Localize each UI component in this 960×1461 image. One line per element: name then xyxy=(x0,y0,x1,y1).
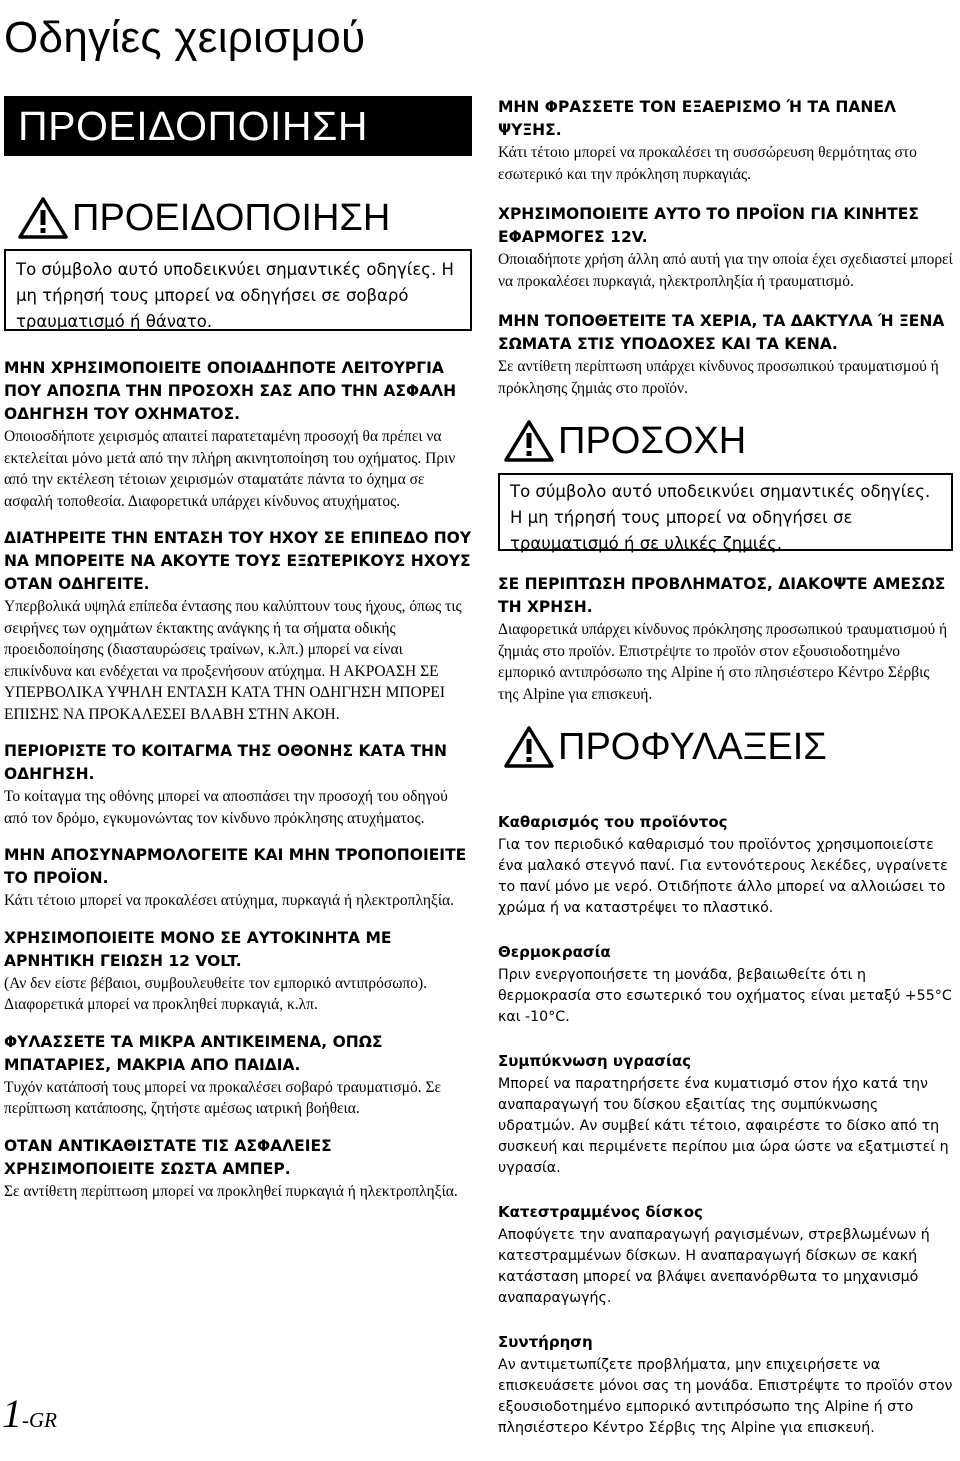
precaution-heading: Συντήρηση xyxy=(498,1333,593,1351)
section-problem xyxy=(498,573,953,705)
section-body: Σε αντίθετη περίπτωση μπορεί να προκληθεί πυρκαγιά ή ηλεκτροπληξία. xyxy=(4,1182,458,1200)
section-hands xyxy=(498,310,953,399)
precautions xyxy=(498,725,953,1439)
precaution-condensation xyxy=(498,1050,953,1179)
precaution-body: Αν αντιμετωπίζετε προβλήματα, μην επιχειρήσετε να επισκευάσετε μόνοι σας τη μονάδα. Επιστρέψτε το προϊόν στον εξουσιοδοτημένο εμπορικό αντιπρόσωπο της Alpine ή στο πλησιέστερο Κέντρο Σέρβις της Alpine για επισκευή. xyxy=(498,1357,953,1436)
section-heading: ΜΗΝ ΑΠΟΣΥΝΑΡΜΟΛΟΓΕΙΤΕ ΚΑΙ ΜΗΝ ΤΡΟΠΟΠΟΙΕΙΤΕ ΤΟ ΠΡΟΪΟΝ. xyxy=(4,846,467,887)
section-heading: ΧΡΗΣΙΜΟΠΟΙΕΙΤΕ ΜΟΝΟ ΣΕ ΑΥΤΟΚΙΝΗΤΑ ΜΕ ΑΡΝΗΤΙΚΗ ΓΕΙΩΣΗ 12 VOLT. xyxy=(4,928,392,970)
section-small-objects xyxy=(4,1031,472,1120)
section-body: Οποιαδήποτε χρήση άλλη από αυτή για την οποία έχει σχεδιαστεί μπορεί να προκαλέσει πυρκαγιά, ηλεκτροπληξία ή τραυματισμό. xyxy=(498,251,953,290)
caution-text: Το σύμβολο αυτό υποδεικνύει σημαντικές οδηγίες. Η μη τήρησή τους μπορεί να οδηγήσει σε τραυματισμό ή σε υλικές ζημιές. xyxy=(510,482,931,553)
precaution-heading: Κατεστραμμένος δίσκος xyxy=(498,1203,703,1221)
section-mobile-12v xyxy=(498,203,953,292)
warning-header xyxy=(18,196,472,240)
section-fuses xyxy=(4,1135,472,1203)
warning-box xyxy=(4,249,472,331)
section-body: Σε αντίθετη περίπτωση υπάρχει κίνδυνος προσωπικού τραυματισμού ή πρόκλησης ζημιάς στο προϊόν. xyxy=(498,358,939,397)
section-body: Κάτι τέτοιο μπορεί να προκαλέσει ατύχημα, πυρκαγιά ή ηλεκτροπληξία. xyxy=(4,892,454,909)
warning-triangle-icon xyxy=(504,419,554,463)
caution-notice xyxy=(498,419,953,551)
section-12v xyxy=(4,927,472,1016)
precautions-header xyxy=(504,725,953,769)
section-heading: ΜΗΝ ΦΡΑΣΣΕΤΕ ΤΟΝ ΕΞΑΕΡΙΣΜΟ Ή ΤΑ ΠΑΝΕΛ ΨΥΞΗΣ. xyxy=(498,98,896,139)
section-distraction xyxy=(4,357,472,512)
page-number xyxy=(2,1390,57,1437)
section-body: Διαφορετικά υπάρχει κίνδυνος πρόκλησης προσωπικού τραυματισμού ή ζημιάς στο προϊόν. Επιστρέψτε το προϊόν στον εξουσιοδοτημένο εμπορικό αντιπρόσωπο της Alpine ή στο πλησιέστερο Κέντρο Σέρβις της Alpine για επισκευή. xyxy=(498,621,948,703)
caution-header xyxy=(504,419,953,463)
precaution-body: Αποφύγετε την αναπαραγωγή ραγισμένων, στρεβλωμένων ή κατεστραμμένων δίσκων. Η αναπαραγωγή δίσκων σε κακή κατάσταση μπορεί να βλάψει ανεπανόρθωτα το μηχανισμό αναπαραγωγής. xyxy=(498,1227,930,1306)
section-disassemble xyxy=(4,844,472,912)
section-heading: ΠΕΡΙΟΡΙΣΤΕ ΤΟ ΚΟΙΤΑΓΜΑ ΤΗΣ ΟΘΟΝΗΣ ΚΑΤΑ ΤΗΝ ΟΔΗΓΗΣΗ. xyxy=(4,742,447,783)
warning-triangle-icon xyxy=(504,725,554,769)
caution-box xyxy=(498,473,953,551)
warning-title: ΠΡΟΕΙΔΟΠΟΙΗΣΗ xyxy=(72,197,391,239)
precaution-body: Για τον περιοδικό καθαρισμό του προϊόντος χρησιμοποιείστε ένα μαλακό στεγνό πανί. Για εντονότερους λεκέδες, υγραίνετε το πανί μόνο με νερό. Οτιδήποτε άλλο μπορεί να αλλοιώσει το χρώμα ή να καταστρέψει το πλαστικό. xyxy=(498,837,948,916)
section-heading: ΧΡΗΣΙΜΟΠΟΙΕΙΤΕ ΑΥΤΟ ΤΟ ΠΡΟΪΟΝ ΓΙΑ ΚΙΝΗΤΕΣ ΕΦΑΡΜΟΓΕΣ 12V. xyxy=(498,205,919,246)
precaution-damaged-disc xyxy=(498,1201,953,1309)
page-number-value: 1 xyxy=(2,1391,22,1436)
precaution-cleaning xyxy=(498,811,953,919)
page-title: Οδηγίες χειρισμού xyxy=(4,13,366,62)
section-screen xyxy=(4,740,472,829)
right-column xyxy=(498,96,953,1461)
section-body: Τυχόν κατάποσή τους μπορεί να προκαλέσει σοβαρό τραυματισμό. Σε περίπτωση κατάποσης, ζητήστε αμέσως ιατρική βοήθεια. xyxy=(4,1078,442,1117)
precaution-maintenance xyxy=(498,1331,953,1439)
section-body: Το κοίταγμα της οθόνης μπορεί να αποσπάσει την προσοχή του οδηγού από τον δρόμο, εγκυμονώντας τον κίνδυνο πρόκλησης ατυχήματος. xyxy=(4,788,448,827)
section-heading: ΦΥΛΑΣΣΕΤΕ ΤΑ ΜΙΚΡΑ ΑΝΤΙΚΕΙΜΕΝΑ, ΟΠΩΣ ΜΠΑΤΑΡΙΕΣ, ΜΑΚΡΙΑ ΑΠΟ ΠΑΙΔΙΑ. xyxy=(4,1032,383,1074)
precaution-heading: Συμπύκνωση υγρασίας xyxy=(498,1052,692,1070)
section-heading: ΟΤΑΝ ΑΝΤΙΚΑΘΙΣΤΑΤΕ ΤΙΣ ΑΣΦΑΛΕΙΕΣ ΧΡΗΣΙΜΟΠΟΙΕΙΤΕ ΣΩΣΤΑ ΑΜΠΕΡ. xyxy=(4,1136,332,1178)
warning-triangle-icon xyxy=(18,196,68,240)
section-volume xyxy=(4,527,472,725)
warning-text: Το σύμβολο αυτό υποδεικνύει σημαντικές οδηγίες. Η μη τήρησή τους μπορεί να οδηγήσει σε σοβαρό τραυματισμό ή θάνατο. xyxy=(16,260,454,331)
warning-notice xyxy=(4,196,472,331)
section-body: Υπερβολικά υψηλά επίπεδα έντασης που καλύπτουν τους ήχους, όπως τις σειρήνες των οχημάτων έκτακτης ανάγκης ή τα σήματα οδικής προειδοποίησης (διασταυρώσεις τραίνων, κ.λπ.) μπορεί να είναι επικίνδυνα και ενδέχεται να προξενήσουν ατύχημα. Η ΑΚΡΟΑΣΗ ΣΕ ΥΠΕΡΒΟΛΙΚΑ ΥΨΗΛΗ ΕΝΤΑΣΗ ΚΑΤΑ ΤΗΝ ΟΔΗΓΗΣΗ ΜΠΟΡΕΙ ΕΠΙΣΗΣ ΝΑ ΠΡΟΚΑΛΕΣΕΙ ΒΛΑΒΗ ΣΤΗΝ ΑΚΟΗ. xyxy=(4,598,462,723)
section-ventilation xyxy=(498,96,953,185)
section-body: Κάτι τέτοιο μπορεί να προκαλέσει τη συσσώρευση θερμότητας στο εσωτερικό και την πρόκληση πυρκαγιάς. xyxy=(498,144,917,183)
warning-banner: ΠΡΟΕΙΔΟΠΟΙΗΣΗ xyxy=(4,96,472,156)
left-column xyxy=(4,96,472,1217)
section-heading: ΣΕ ΠΕΡΙΠΤΩΣΗ ΠΡΟΒΛΗΜΑΤΟΣ, ΔΙΑΚΟΨΤΕ ΑΜΕΣΩΣ ΤΗ ΧΡΗΣΗ. xyxy=(498,575,946,616)
section-body: Οποιοσδήποτε χειρισμός απαιτεί παρατεταμένη προσοχή θα πρέπει να εκτελείται μόνο μετά από την πλήρη ακινητοποίηση του οχήματος. Πριν από την εκτέλεση τέτοιων χειρισμών σταματάτε πάντα το όχημα σε ασφαλή τοποθεσία. Διαφορετικά υπάρχει κίνδυνος ατυχήματος. xyxy=(4,428,456,510)
section-heading: ΜΗΝ ΤΟΠΟΘΕΤΕΙΤΕ ΤΑ ΧΕΡΙΑ, ΤΑ ΔΑΚΤΥΛΑ Ή ΞΕΝΑ ΣΩΜΑΤΑ ΣΤΙΣ ΥΠΟΔΟΧΕΣ ΚΑΙ ΤΑ ΚΕΝΑ. xyxy=(498,312,945,353)
precaution-heading: Θερμοκρασία xyxy=(498,943,611,961)
section-body: (Αν δεν είστε βέβαιοι, συμβουλευθείτε τον εμπορικό αντιπρόσωπο). Διαφορετικά μπορεί να προκληθεί πυρκαγιά, κ.λπ. xyxy=(4,974,428,1013)
caution-title: ΠΡΟΣΟΧΗ xyxy=(558,420,747,462)
page-number-suffix: -GR xyxy=(22,1408,57,1432)
left-sections xyxy=(4,357,472,1202)
section-heading: ΔΙΑΤΗΡΕΙΤΕ ΤΗΝ ΕΝΤΑΣΗ ΤΟΥ ΗΧΟΥ ΣΕ ΕΠΙΠΕΔΟ ΠΟΥ ΝΑ ΜΠΟΡΕΙΤΕ ΝΑ ΑΚΟΥΤΕ ΤΟΥΣ ΕΞΩΤΕΡΙΚΟΥΣ ΗΧΟΥΣ ΟΤΑΝ ΟΔΗΓΕΙΤΕ. xyxy=(4,529,472,593)
precautions-title: ΠΡΟΦΥΛΑΞΕΙΣ xyxy=(558,726,827,768)
precaution-body: Μπορεί να παρατηρήσετε ένα κυματισμό στον ήχο κατά την αναπαραγωγή του δίσκου εξαιτίας της συμπύκνωσης υδρατμών. Αν συμβεί κάτι τέτοιο, αφαιρέστε το δίσκο από τη συσκευή και περιμένετε περίπου μια ώρα ώστε να εξατμιστεί η υγρασία. xyxy=(498,1076,949,1176)
precaution-temperature xyxy=(498,941,953,1028)
section-heading: ΜΗΝ ΧΡΗΣΙΜΟΠΟΙΕΙΤΕ ΟΠΟΙΑΔΗΠΟΤΕ ΛΕΙΤΟΥΡΓΙΑ ΠΟΥ ΑΠΟΣΠΑ ΤΗΝ ΠΡΟΣΟΧΗ ΣΑΣ ΑΠΟ ΤΗΝ ΑΣΦΑΛΗ ΟΔΗΓΗΣΗ ΤΟΥ ΟΧΗΜΑΤΟΣ. xyxy=(4,359,457,423)
precaution-heading: Καθαρισμός του προϊόντος xyxy=(498,813,728,831)
precaution-body: Πριν ενεργοποιήσετε τη μονάδα, βεβαιωθείτε ότι η θερμοκρασία στο εσωτερικό του οχήματος είναι μεταξύ +55°C και -10°C. xyxy=(498,967,952,1025)
